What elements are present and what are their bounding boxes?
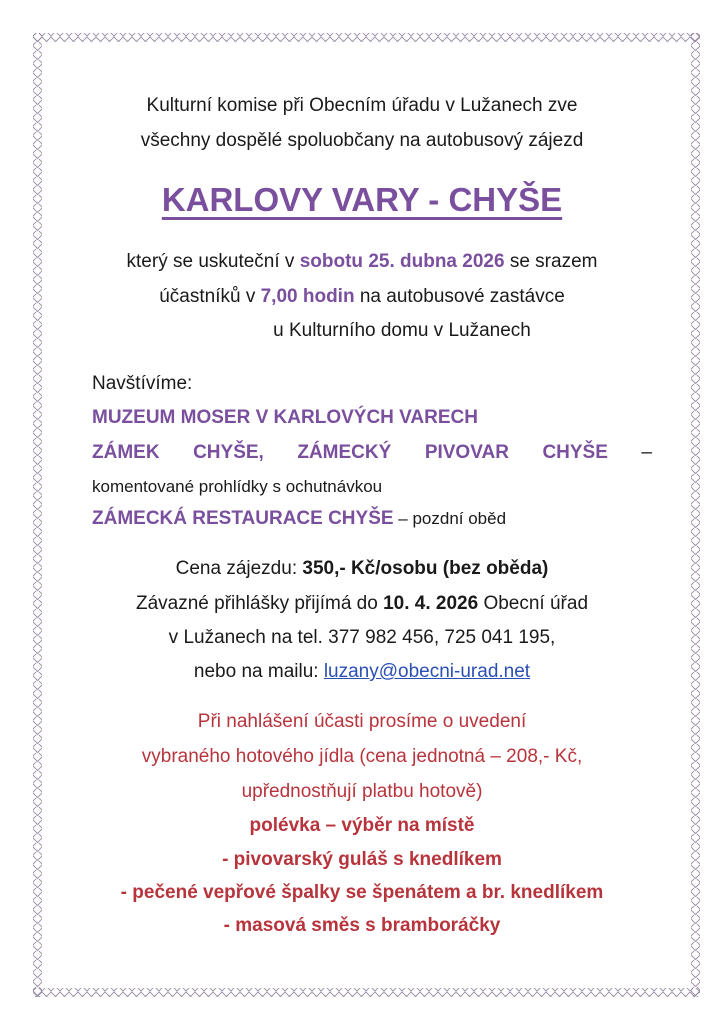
meal-line-1: Při nahlášení účasti prosíme o uvedení xyxy=(197,711,527,732)
registration-line-3 xyxy=(0,660,724,684)
price-line xyxy=(0,557,724,581)
registration-text: Závazné přihlášky přijímá do xyxy=(135,593,384,614)
event-text: účastníků v xyxy=(159,286,261,307)
visit-item-3-note: – pozdní oběd xyxy=(393,509,507,528)
registration-line-1 xyxy=(0,592,724,616)
visit-heading: Navštívíme: xyxy=(92,373,193,394)
event-text: který se uskuteční v xyxy=(126,251,300,272)
visit-word: CHYŠE xyxy=(542,442,608,463)
event-time: 7,00 hodin xyxy=(260,286,355,307)
event-line-3: u Kulturního domu v Lužanech xyxy=(273,320,531,341)
event-line-2 xyxy=(0,285,724,309)
intro-line-2: všechny dospělé spoluobčany na autobusový zájezd xyxy=(140,130,584,151)
event-date: sobotu 25. dubna 2026 xyxy=(299,251,505,272)
visit-item-3-title: ZÁMECKÁ RESTAURACE CHYŠE xyxy=(92,508,394,529)
visit-item-1: MUZEUM MOSER V KARLOVÝCH VARECH xyxy=(92,407,478,428)
visit-item-2-note: komentované prohlídky s ochutnávkou xyxy=(92,477,383,496)
event-text: na autobusové zastávce xyxy=(354,286,565,307)
visit-item-2 xyxy=(92,441,652,465)
intro-line-1: Kulturní komise při Obecním úřadu v Lužanech zve xyxy=(146,95,578,116)
meal-option: - masová směs s bramboráčky xyxy=(223,915,501,936)
registration-text: Obecní úřad xyxy=(478,593,589,614)
registration-text: nebo na mailu: xyxy=(193,661,324,682)
visit-dash: – xyxy=(641,442,652,463)
visit-word: PIVOVAR xyxy=(424,442,509,463)
page-title: KARLOVY VARY - CHYŠE xyxy=(161,181,563,218)
price-value: 350,- Kč/osobu (bez oběda) xyxy=(302,558,549,579)
event-line-1 xyxy=(0,250,724,274)
meal-option: - pivovarský guláš s knedlíkem xyxy=(222,849,502,870)
meal-line-3: upřednostňují platbu hotově) xyxy=(241,781,483,802)
border-bottom xyxy=(33,988,700,997)
meal-option: - pečené vepřové špalky se špenátem a br. knedlíkem xyxy=(120,882,604,903)
visit-item-3 xyxy=(92,507,506,531)
registration-line-2: v Lužanech na tel. 377 982 456, 725 041 195, xyxy=(168,627,556,648)
visit-word: CHYŠE, xyxy=(193,442,264,463)
email-link[interactable]: luzany@obecni-urad.net xyxy=(323,661,531,682)
visit-word: ZÁMEK xyxy=(92,442,160,463)
event-text: se srazem xyxy=(504,251,598,272)
visit-word: ZÁMECKÝ xyxy=(297,442,392,463)
price-label: Cena zájezdu: xyxy=(175,558,303,579)
border-top xyxy=(33,33,700,42)
meal-line-2: vybraného hotového jídla (cena jednotná – 208,- Kč, xyxy=(141,746,583,767)
registration-deadline: 10. 4. 2026 xyxy=(383,593,479,614)
meal-option: polévka – výběr na místě xyxy=(249,815,475,836)
